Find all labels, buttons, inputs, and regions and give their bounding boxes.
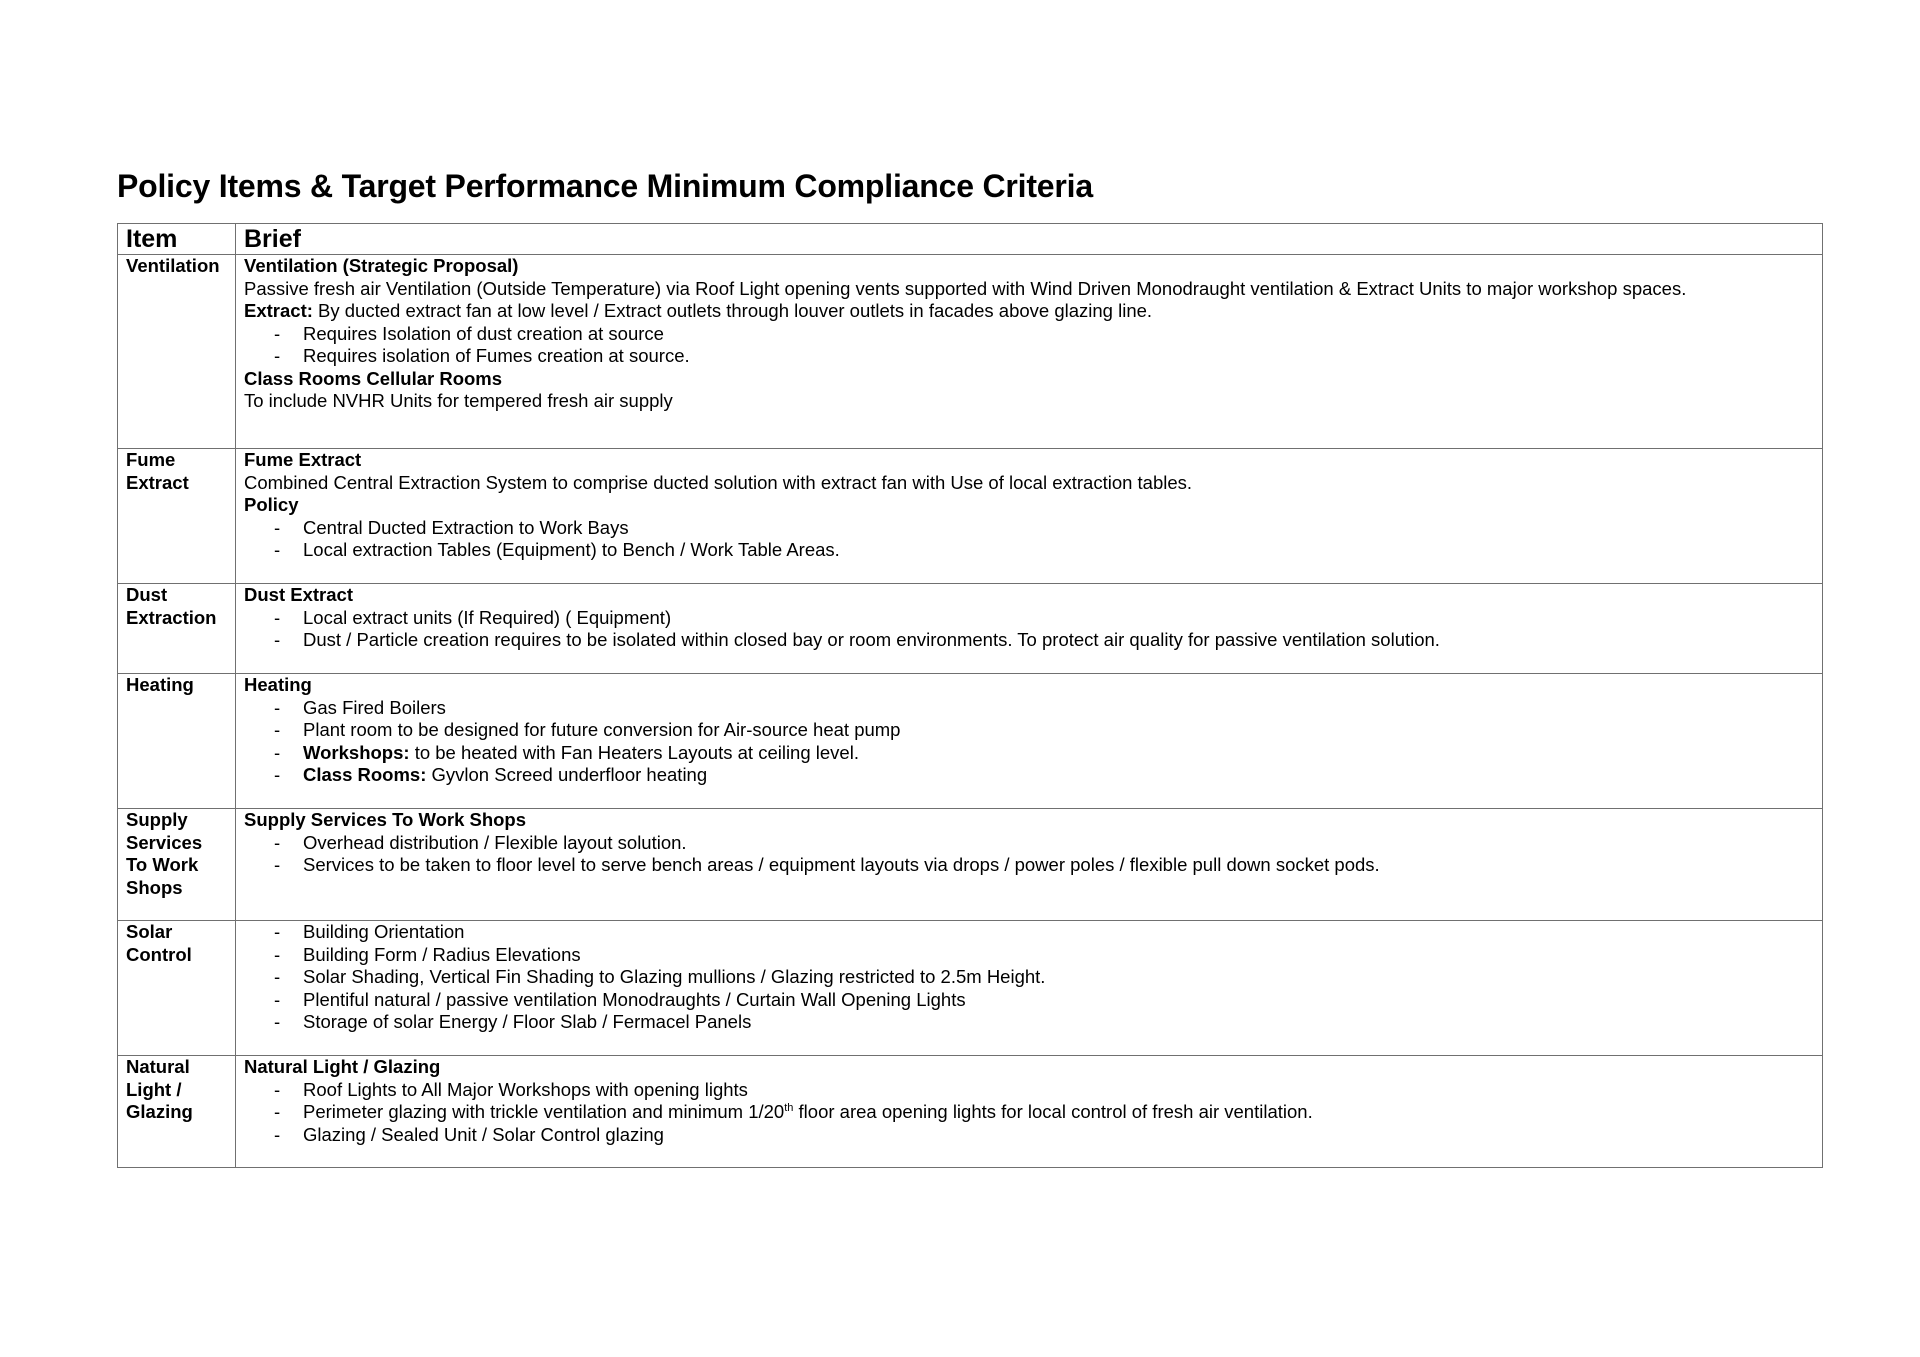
row-brief (236, 921, 1823, 1056)
bullet-item (244, 323, 1814, 346)
text-run: Class Rooms Cellular Rooms (244, 367, 503, 389)
text-run: Fume Extract (244, 449, 362, 470)
row-brief (236, 584, 1823, 674)
brief-line (244, 449, 1814, 472)
bullet-dash: - (274, 516, 281, 538)
brief-line (244, 390, 1814, 413)
text-run: Requires isolation of Fumes creation at source. (303, 345, 690, 366)
bullet-item (244, 1124, 1814, 1147)
bullet-dash: - (274, 741, 281, 763)
table-row (118, 674, 1823, 809)
text-run: Overhead distribution / Flexible layout solution. (303, 831, 687, 853)
text-run: Plant room to be designed for future conversion for Air-source heat pump (303, 719, 901, 740)
bullet-item (244, 921, 1814, 944)
text-run: Perimeter glazing with trickle ventilation and minimum 1/20 (303, 1101, 785, 1122)
table-body (118, 255, 1823, 1168)
brief-line (244, 368, 1814, 391)
bullet-dash: - (274, 854, 281, 875)
text-run: Building Form / Radius Elevations (303, 943, 581, 965)
bullet-item (244, 607, 1814, 630)
text-run: Services to be taken to floor level to serve bench areas / equipment layouts via drops / power poles / flexible pull down socket pods. (303, 854, 1380, 875)
text-run: Building Orientation (303, 921, 465, 942)
text-run: th (784, 1102, 794, 1114)
bullet-item (244, 944, 1814, 967)
text-run: Heating (244, 674, 312, 695)
page-title: Policy Items & Target Performance Minimum Compliance Criteria (117, 168, 1093, 204)
text-run: Roof Lights to All Major Workshops with opening lights (303, 1078, 748, 1100)
text-run: Solar Shading, Vertical Fin Shading to Glazing mullions / Glazing restricted to 2.5m Height. (303, 966, 1046, 987)
row-item-label: Solar Control (118, 921, 236, 1056)
brief-line (244, 674, 1814, 697)
bullet-dash: - (274, 1011, 281, 1032)
table-row (118, 921, 1823, 1056)
bullet-dash: - (274, 831, 281, 853)
bullet-item (244, 539, 1814, 562)
row-brief (236, 449, 1823, 584)
text-run: Policy (244, 494, 299, 515)
bullet-dash: - (274, 1123, 281, 1145)
row-item-label: Dust Extraction (118, 584, 236, 674)
text-run: Local extraction Tables (Equipment) to Bench / Work Table Areas. (303, 539, 840, 560)
row-brief (236, 809, 1823, 921)
bullet-dash: - (274, 345, 281, 366)
text-run: Central Ducted Extraction to Work Bays (303, 516, 629, 538)
bullet-item (244, 517, 1814, 540)
bullet-item (244, 1079, 1814, 1102)
bullet-item (244, 989, 1814, 1012)
bullet-dash: - (274, 1101, 281, 1122)
bullet-dash: - (274, 764, 281, 785)
text-run: By ducted extract fan at low level / Extract outlets through louver outlets in facades above glazing line. (312, 300, 1153, 321)
bullet-dash: - (274, 966, 281, 987)
brief-line (244, 300, 1814, 323)
text-run: Supply Services To Work Shops (244, 809, 527, 830)
text-run: Local extract units (If Required) ( Equipment) (303, 606, 672, 628)
bullet-dash: - (274, 696, 281, 718)
brief-line (244, 809, 1814, 832)
bullet-item (244, 1101, 1814, 1124)
table-row (118, 449, 1823, 584)
text-run: Natural Light / Glazing (244, 1056, 441, 1077)
bullet-dash: - (274, 719, 281, 740)
table-header-row (118, 224, 1823, 255)
text-run: Dust / Particle creation requires to be isolated within closed bay or room environments. To protect air quality for passive ventilation solution. (303, 629, 1440, 650)
table-row (118, 809, 1823, 921)
brief-line (244, 472, 1814, 495)
text-run: Storage of solar Energy / Floor Slab / Fermacel Panels (303, 1011, 752, 1032)
row-item-label: Natural Light / Glazing (118, 1056, 236, 1168)
bullet-item (244, 742, 1814, 765)
table-row (118, 1056, 1823, 1168)
text-run: Gas Fired Boilers (303, 696, 446, 718)
text-run: Glazing / Sealed Unit / Solar Control glazing (303, 1123, 664, 1145)
text-run: Plentiful natural / passive ventilation Monodraughts / Curtain Wall Opening Lights (303, 988, 966, 1010)
row-brief (236, 674, 1823, 809)
text-run: Extract: (244, 300, 313, 321)
bullet-dash: - (274, 539, 281, 560)
bullet-dash: - (274, 921, 281, 942)
bullet-item (244, 832, 1814, 855)
bullet-dash: - (274, 943, 281, 965)
criteria-table (117, 223, 1823, 1168)
bullet-item (244, 966, 1814, 989)
bullet-item (244, 345, 1814, 368)
row-item-label: Fume Extract (118, 449, 236, 584)
bullet-dash: - (274, 988, 281, 1010)
brief-line (244, 278, 1814, 301)
table-row (118, 584, 1823, 674)
column-header-item: Item (118, 224, 236, 255)
row-brief (236, 1056, 1823, 1168)
bullet-dash: - (274, 322, 281, 344)
row-item-label: Supply Services To Work Shops (118, 809, 236, 921)
brief-line (244, 584, 1814, 607)
text-run: Ventilation (Strategic Proposal) (244, 255, 519, 276)
brief-line (244, 1056, 1814, 1079)
text-run: Workshops: (303, 741, 410, 763)
row-item-label: Heating (118, 674, 236, 809)
text-run: To include NVHR Units for tempered fresh air supply (244, 390, 673, 411)
column-header-brief: Brief (236, 224, 1823, 255)
text-run: Combined Central Extraction System to comprise ducted solution with extract fan with Use of local extraction tables. (244, 471, 1193, 493)
bullet-item (244, 697, 1814, 720)
bullet-dash: - (274, 606, 281, 628)
text-run: floor area opening lights for local control of fresh air ventilation. (793, 1101, 1313, 1122)
bullet-item (244, 629, 1814, 652)
bullet-item (244, 719, 1814, 742)
row-brief (236, 255, 1823, 449)
text-run: Passive fresh air Ventilation (Outside Temperature) via Roof Light opening vents supported with Wind Driven Monodraught ventilation & Extract Units to major workshop spaces. (244, 277, 1687, 299)
table-row (118, 255, 1823, 449)
bullet-dash: - (274, 629, 281, 650)
text-run: to be heated with Fan Heaters Layouts at ceiling level. (409, 741, 859, 763)
text-run: Requires Isolation of dust creation at source (303, 322, 664, 344)
row-item-label: Ventilation (118, 255, 236, 449)
text-run: Class Rooms: (303, 764, 427, 785)
brief-line (244, 255, 1814, 278)
text-run: Dust Extract (244, 584, 353, 605)
brief-line (244, 494, 1814, 517)
bullet-dash: - (274, 1078, 281, 1100)
bullet-item (244, 764, 1814, 787)
text-run: Gyvlon Screed underfloor heating (426, 764, 708, 785)
bullet-item (244, 854, 1814, 877)
bullet-item (244, 1011, 1814, 1034)
